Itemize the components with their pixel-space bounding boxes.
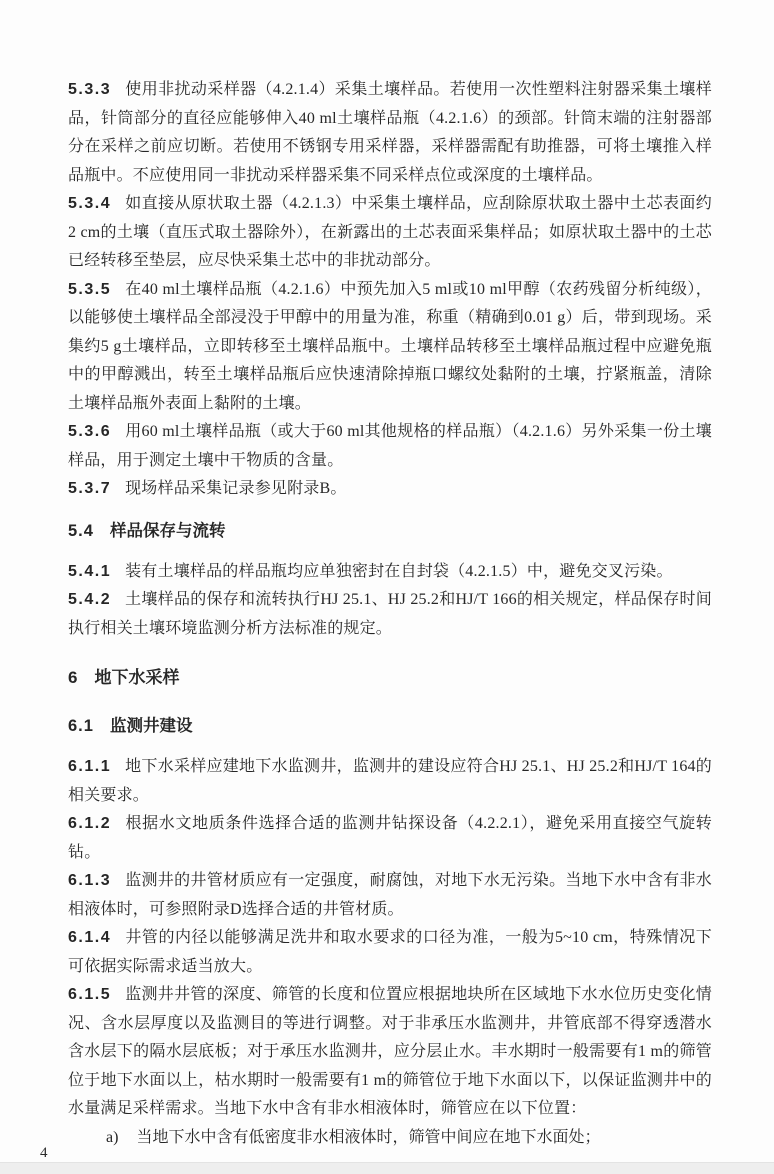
clause-number: 6.1.2 [68,815,112,832]
clause-text: 监测井的井管材质应有一定强度，耐腐蚀，对地下水无污染。当地下水中含有非水相液体时，可参照附录D选择合适的井管材质。 [68,872,712,918]
clause-number: 6.1.5 [68,986,112,1003]
section-number: 6.1 [68,717,94,735]
chapter-heading-6 [68,664,712,692]
clause-number: 5.4.2 [68,591,112,608]
clause-5-3-5 [68,276,712,419]
scan-edge-strip [0,1162,774,1174]
section-heading-6-1 [68,712,712,740]
section-title: 样品保存与流转 [109,521,226,540]
clause-number: 5.3.3 [68,81,112,98]
clause-number: 5.4.1 [68,562,112,580]
clause-number: 6.1.4 [68,929,112,946]
clause-5-3-3 [68,76,712,190]
clause-text: 井管的内径以能够满足洗井和取水要求的口径为准，一般为5~10 cm，特殊情况下可依据实际需求适当放大。 [68,929,712,975]
chapter-number: 6 [68,668,79,687]
clause-number: 5.3.7 [68,480,112,497]
clause-text: 现场样品采集记录参见附录B。 [125,480,347,497]
clause-5-3-7 [68,475,712,504]
list-item-marker: a) [106,1128,119,1146]
list-item-text: 当地下水中含有低密度非水相液体时，筛管中间应在地下水面处； [136,1128,601,1146]
clause-text: 土壤样品的保存和流转执行HJ 25.1、HJ 25.2和HJ/T 166的相关规定，样品保存时间执行相关土壤环境监测分析方法标准的规定。 [68,591,712,637]
clause-number: 5.3.5 [68,280,112,298]
clause-5-3-4 [68,190,712,276]
clause-5-4-1 [68,558,712,587]
clause-6-1-2 [68,810,712,867]
clause-text: 如直接从原状取土器（4.2.1.3）中采集土壤样品，应刮除原状取土器中土芯表面约2 cm的土壤（直压式取土器除外），在新露出的土芯表面采集样品；如原状取土器中的土芯已经转移至垫层，应尽快采集土芯中的非扰动部分。 [68,195,712,269]
clause-6-1-1 [68,753,712,810]
clause-6-1-3 [68,867,712,924]
clause-text: 用60 ml土壤样品瓶（或大于60 ml其他规格的样品瓶）（4.2.1.6）另外采集一份土壤样品，用于测定土壤中干物质的含量。 [68,423,712,469]
clause-text: 根据水文地质条件选择合适的监测井钻探设备（4.2.2.1），避免采用直接空气旋转钻。 [68,815,712,861]
section-number: 5.4 [68,521,94,540]
list-item-a [68,1124,712,1153]
clause-5-4-2 [68,586,712,643]
section-title: 监测井建设 [109,717,193,735]
clause-6-1-5 [68,981,712,1124]
clause-text: 地下水采样应建地下水监测井，监测井的建设应符合HJ 25.1、HJ 25.2和HJ/T 164的相关要求。 [68,758,712,804]
clause-number: 5.3.4 [68,195,112,212]
clause-text: 使用非扰动采样器（4.2.1.4）采集土壤样品。若使用一次性塑料注射器采集土壤样品，针筒部分的直径应能够伸入40 ml土壤样品瓶（4.2.1.6）的颈部。针筒末端的注射器部分在采样之前应切断。若使用不锈钢专用采样器，采样器需配有助推器，可将土壤推入样品瓶中。不应使用同一非扰动采样器采集不同采样点位或深度的土壤样品。 [68,81,712,184]
clause-number: 5.3.6 [68,423,112,440]
clause-text: 装有土壤样品的样品瓶均应单独密封在自封袋（4.2.1.5）中，避免交叉污染。 [125,562,673,580]
clause-text: 监测井井管的深度、筛管的长度和位置应根据地块所在区域地下水水位历史变化情况、含水层厚度以及监测目的等进行调整。对于非承压水监测井，井管底部不得穿透潜水含水层下的隔水层底板；对于承压水监测井，应分层止水。丰水期时一般需要有1 m的筛管位于地下水面以上，枯水期时一般需要有1 m的筛管位于地下水面以下，以保证监测井中的水量满足采样需求。当地下水中含有非水相液体时，筛管应在以下位置： [68,986,712,1117]
page-number: 4 [40,1145,48,1161]
clause-5-3-6 [68,418,712,475]
clause-number: 6.1.1 [68,758,112,775]
section-heading-5-4 [68,517,712,545]
clause-6-1-4 [68,924,712,981]
clause-number: 6.1.3 [68,872,112,889]
chapter-title: 地下水采样 [94,668,180,687]
clause-text: 在40 ml土壤样品瓶（4.2.1.6）中预先加入5 ml或10 ml甲醇（农药残留分析纯级），以能够使土壤样品全部浸没于甲醇中的用量为准，称重（精确到0.01 g）后，带到现场。采集约5 g土壤样品，立即转移至土壤样品瓶中。土壤样品转移至土壤样品瓶过程中应避免瓶中的甲醇溅出，转至土壤样品瓶后应快速清除掉瓶口螺纹处黏附的土壤，拧紧瓶盖，清除土壤样品瓶外表面上黏附的土壤。 [68,280,712,412]
